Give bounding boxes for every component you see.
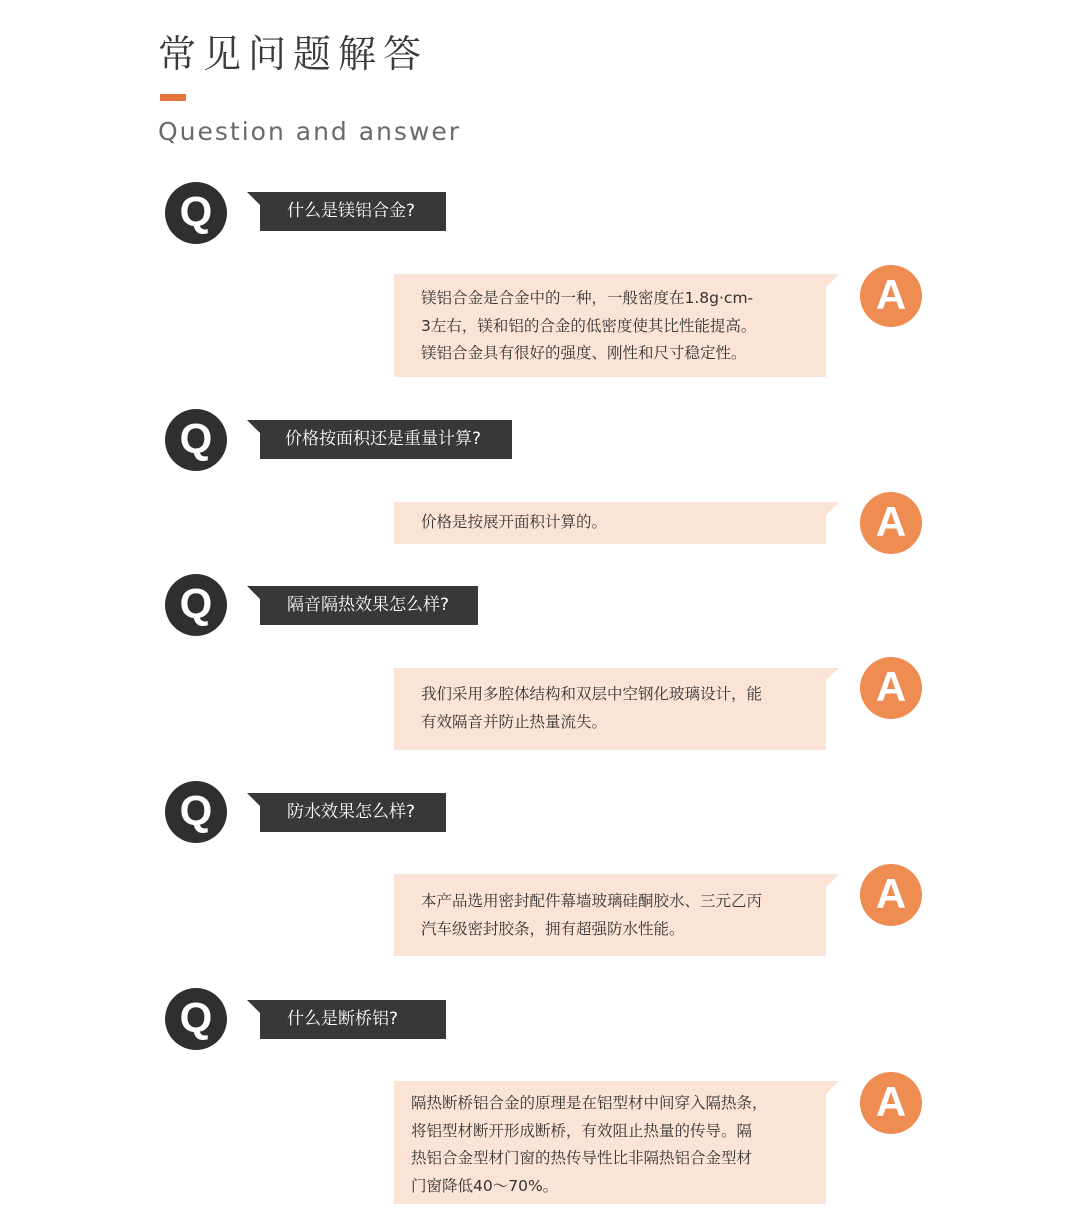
answer-bubble xyxy=(394,1081,826,1204)
question-bubble-tail xyxy=(247,793,260,806)
question-bubble-tail xyxy=(247,420,260,433)
answer-icon: A xyxy=(860,265,922,327)
question-icon: Q xyxy=(165,781,227,843)
answer-line: 隔热断桥铝合金的原理是在铝型材中间穿入隔热条， xyxy=(411,1094,768,1112)
answer-icon: A xyxy=(860,657,922,719)
answer-bubble xyxy=(394,502,826,544)
question-bubble: 隔音隔热效果怎么样? xyxy=(260,586,478,625)
answer-icon: A xyxy=(860,492,922,554)
question-bubble: 什么是镁铝合金? xyxy=(260,192,446,231)
question-bubble: 什么是断桥铝? xyxy=(260,1000,446,1039)
answer-line: 镁铝合金具有很好的强度、刚性和尺寸稳定性。 xyxy=(421,344,747,362)
answer-icon: A xyxy=(860,864,922,926)
question-bubble-tail xyxy=(247,192,260,205)
answer-bubble-tail xyxy=(826,274,839,287)
title-accent-bar xyxy=(160,94,186,101)
question-bubble: 防水效果怎么样? xyxy=(260,793,446,832)
question-icon: Q xyxy=(165,574,227,636)
question-icon: Q xyxy=(165,988,227,1050)
answer-line: 将铝型材断开形成断桥，有效阻止热量的传导。隔 xyxy=(411,1121,753,1140)
answer-line: 价格是按展开面积计算的。 xyxy=(421,513,608,531)
question-bubble-tail xyxy=(247,586,260,599)
answer-bubble-tail xyxy=(826,502,839,515)
page-subtitle: Question and answer xyxy=(158,117,462,146)
answer-line: 本产品选用密封配件幕墙玻璃硅酮胶水、三元乙丙 xyxy=(421,892,763,910)
answer-bubble-tail xyxy=(826,668,839,681)
answer-line: 有效隔音并防止热量流失。 xyxy=(421,712,608,731)
question-bubble-tail xyxy=(247,1000,260,1013)
answer-bubble-tail xyxy=(826,1081,839,1094)
answer-icon: A xyxy=(860,1072,922,1134)
answer-line: 我们采用多腔体结构和双层中空钢化玻璃设计，能 xyxy=(421,685,763,703)
question-bubble: 价格按面积还是重量计算? xyxy=(260,420,512,459)
page-title: 常见问题解答 xyxy=(158,32,429,76)
answer-line: 门窗降低40～70%。 xyxy=(411,1176,559,1195)
question-icon: Q xyxy=(165,182,227,244)
answer-bubble xyxy=(394,274,826,377)
answer-bubble xyxy=(394,668,826,750)
answer-bubble xyxy=(394,874,826,956)
answer-bubble-tail xyxy=(826,874,839,887)
answer-line: 汽车级密封胶条，拥有超强防水性能。 xyxy=(421,919,685,938)
question-icon: Q xyxy=(165,409,227,471)
answer-line: 热铝合金型材门窗的热传导性比非隔热铝合金型材 xyxy=(411,1149,753,1167)
answer-line: 3左右，镁和铝的合金的低密度使其比性能提高。 xyxy=(421,316,757,335)
answer-line: 镁铝合金是合金中的一种，一般密度在1.8g·cm- xyxy=(421,289,754,307)
